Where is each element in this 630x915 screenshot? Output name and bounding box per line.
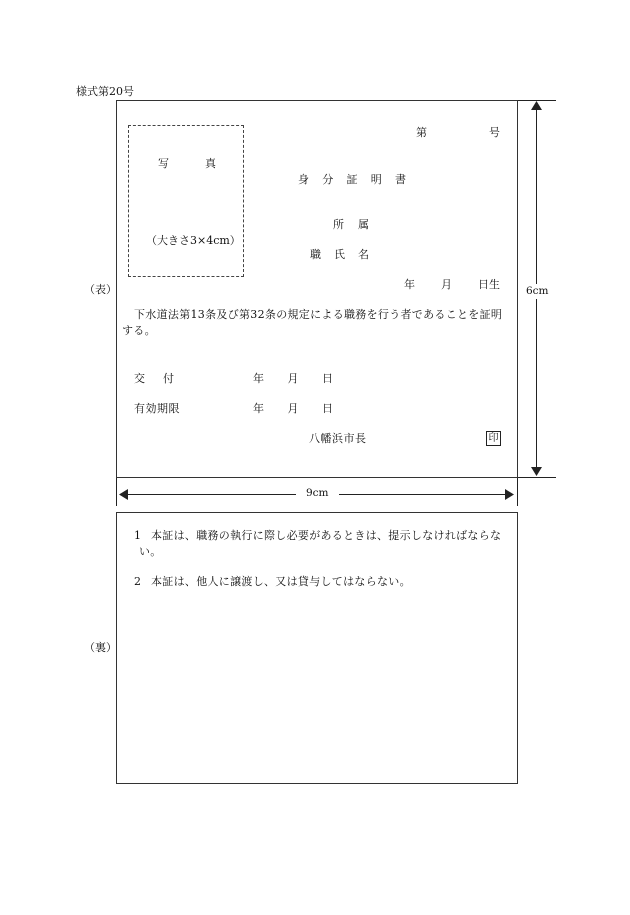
note-1-text: 本証は、職務の執行に際し必要があるときは、提示しなければならない。 (139, 529, 502, 558)
document-title (298, 174, 406, 185)
title-char: 身 (298, 173, 309, 186)
width-extension-left (116, 478, 117, 506)
title-char: 証 (346, 173, 358, 186)
arrow-down-icon (531, 467, 542, 476)
name-char: 職 (310, 248, 321, 261)
issue-month-char: 月 (287, 372, 299, 385)
certificate-number (416, 127, 500, 138)
photo-box (128, 125, 244, 277)
title-char: 書 (395, 173, 406, 186)
height-label: 6cm (526, 285, 549, 297)
width-extension-right (517, 478, 518, 506)
form-number: 様式第20号 (76, 85, 134, 98)
note-2-number: 2 (134, 575, 141, 588)
issue-date (253, 373, 333, 384)
note-2-text: 本証は、他人に譲渡し、又は貸与してはならない。 (151, 575, 411, 588)
birth-date-label (404, 279, 500, 290)
seal-mark: 印 (486, 431, 501, 446)
number-prefix: 第 (416, 126, 427, 139)
note-1-number: 1 (134, 529, 141, 542)
name-char: 氏 (334, 248, 345, 261)
birth-day-char: 日生 (478, 278, 500, 291)
height-extension-bottom (518, 477, 556, 478)
photo-size-note: （大きさ3×4cm） (146, 234, 241, 247)
photo-char: 真 (205, 157, 216, 170)
issue-year-char: 年 (253, 372, 264, 385)
front-side-label: （表） (84, 283, 117, 296)
width-label: 9cm (296, 488, 339, 499)
issue-char: 交 (134, 372, 145, 385)
name-char: 名 (358, 248, 369, 261)
name-label (310, 249, 369, 260)
photo-label (158, 158, 216, 169)
affiliation-char: 所 (333, 218, 344, 231)
back-side-label: （裏） (84, 641, 117, 654)
certification-statement: 下水道法第13条及び第32条の規定による職務を行う者であることを証明する。 (122, 308, 503, 337)
title-char: 明 (370, 173, 382, 186)
validity-year-char: 年 (253, 402, 264, 415)
title-char: 分 (322, 173, 334, 186)
affiliation-label (333, 219, 369, 230)
arrow-up-icon (531, 101, 542, 110)
photo-char: 写 (158, 157, 169, 170)
validity-day-char: 日 (322, 402, 333, 415)
issue-label (134, 373, 174, 384)
birth-year-char: 年 (404, 278, 415, 291)
issue-day-char: 日 (322, 372, 333, 385)
validity-month-char: 月 (287, 402, 299, 415)
validity-date (253, 403, 333, 414)
arrow-right-icon (505, 489, 514, 500)
affiliation-char: 属 (358, 218, 369, 231)
issue-char: 付 (163, 372, 174, 385)
validity-label: 有効期限 (134, 402, 180, 415)
issuer-name: 八幡浜市長 (309, 432, 367, 445)
number-suffix: 号 (489, 126, 500, 139)
arrow-left-icon (119, 489, 128, 500)
birth-month-char: 月 (441, 278, 452, 291)
